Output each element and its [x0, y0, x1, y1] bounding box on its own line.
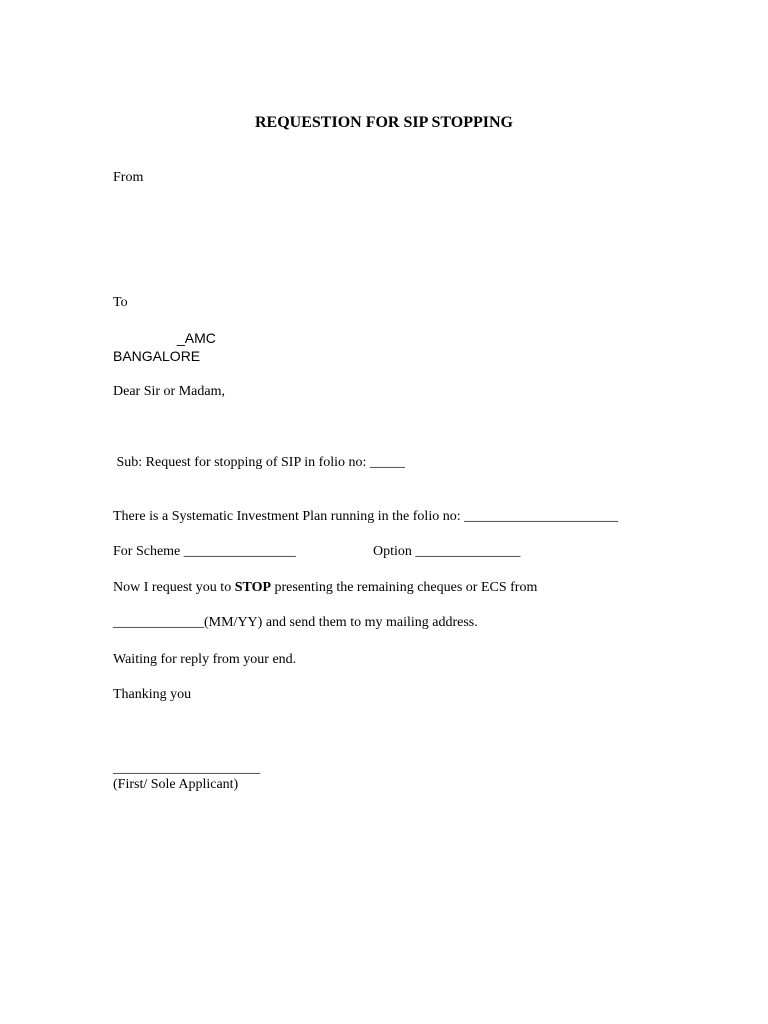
city-line: BANGALORE [113, 348, 201, 364]
page-title: REQUESTION FOR SIP STOPPING [255, 114, 513, 131]
from-label: From [113, 170, 144, 185]
scheme-field: For Scheme ________________ [113, 544, 296, 559]
request-before: Now I request you to [113, 580, 235, 595]
waiting-line: Waiting for reply from your end. [113, 652, 297, 667]
amc-line: _AMC [177, 330, 216, 346]
option-field: Option _______________ [373, 544, 521, 559]
salutation: Dear Sir or Madam, [113, 384, 225, 399]
to-label: To [113, 295, 128, 310]
date-line: _____________(MM/YY) and send them to my mailing address. [113, 615, 478, 630]
thanking-line: Thanking you [113, 687, 192, 702]
subject-line: Sub: Request for stopping of SIP in folio no: _____ [113, 455, 405, 470]
request-sentence [113, 580, 537, 596]
signature-line: _____________________ [113, 761, 260, 776]
request-after: presenting the remaining cheques or ECS from [271, 580, 538, 595]
signature-caption: (First/ Sole Applicant) [113, 777, 239, 792]
folio-sentence: There is a Systematic Investment Plan running in the folio no: ______________________ [113, 509, 619, 524]
stop-emphasis: STOP [234, 580, 272, 595]
